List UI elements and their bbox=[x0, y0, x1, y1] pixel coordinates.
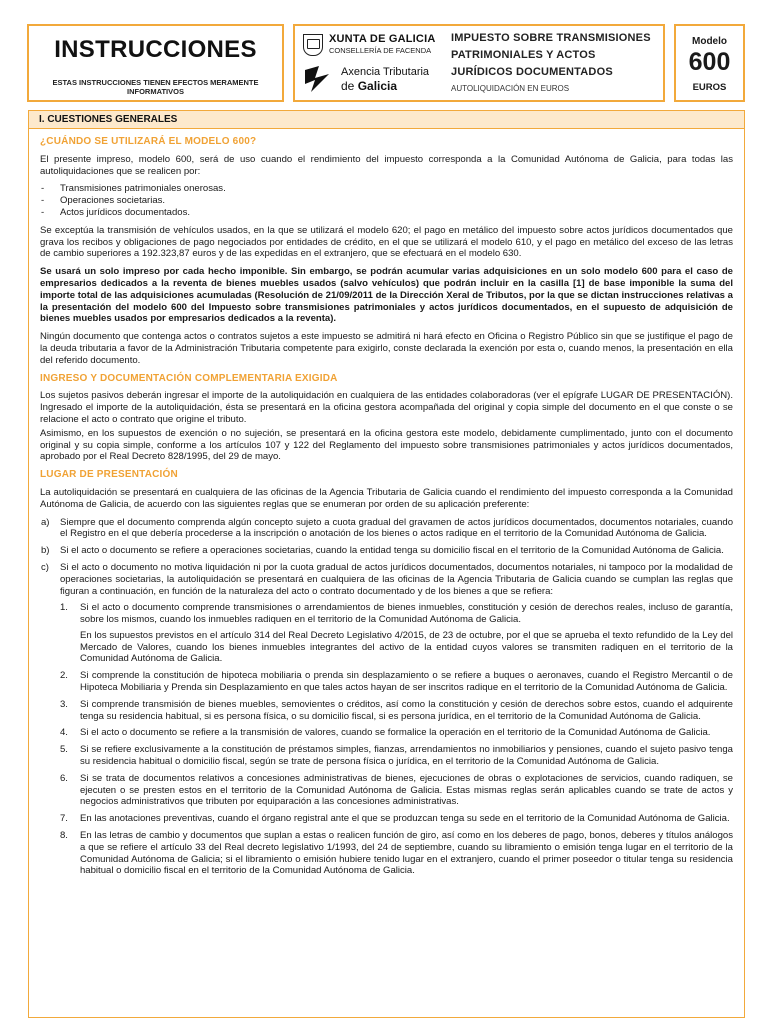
tax-title: IMPUESTO SOBRE TRANSMISIONES PATRIMONIALES Y ACTOS JURÍDICOS DOCUMENTADOS bbox=[451, 32, 651, 78]
instructions-note: ESTAS INSTRUCCIONES TIENEN EFECTOS MERAMENTE INFORMATIVOS bbox=[52, 78, 259, 96]
instructions-title: INSTRUCCIONES bbox=[54, 36, 257, 63]
rule-c-6: 6. Si se trata de documentos relativos a concesiones administrativas de bienes, ejecuciones de obras o explotaciones de servicios, cuando radiquen, se ejecuten o se presten estos en el territorio de la Comunidad Autónoma de Galicia. Estas mismas reglas serán aplicables cuando se trate de actos y negocios administrativos que tributen por equiparación a las concesiones administrativas. bbox=[60, 772, 733, 808]
agency-name-line2: de Galicia bbox=[341, 79, 398, 93]
logos bbox=[303, 32, 443, 98]
rule-c-8: 8. En las letras de cambio y documentos que suplan a estas o realicen función de giro, así como en los deberes de pago, bonos, deberes y títulos análogos a que se refiere el artículo 33 del Real decreto legislativo 1/1993, del 24 de septiembre, cuando su libramiento o emisión tenga lugar en el territorio de la Comunidad Autónoma de Galicia; si el libramiento o emisión hubiere tenido lugar en el extranjero, cuando el primer poseedor o titular tenga su residencia habitual o domicilio fiscal en el territorio de la Comunidad Autónoma de Galicia. bbox=[60, 830, 733, 877]
list-item: - Transmisiones patrimoniales onerosas. bbox=[40, 183, 733, 195]
list-item: - Actos jurídicos documentados. bbox=[40, 207, 733, 219]
rule-c: c) Si el acto o documento no motiva liquidación ni por la cuota gradual de actos jurídicos documentados, documentos notariales, ni tampoco por la modalidad de operaciones societarias, la autoliquidación se presentará en cualquiera de las oficinas de la Agencia Tributaria de Galicia cuando se cumplan las reglas que figuran a continuación, en función de la naturaleza del acto o contrato documentado y de los bienes a que se refiera: bbox=[41, 561, 733, 597]
model-label: Modelo bbox=[692, 36, 727, 47]
instructions-box bbox=[27, 24, 284, 102]
tax-subtitle: AUTOLIQUIDACIÓN EN EUROS bbox=[451, 84, 570, 93]
rule-c-1: 1. Si el acto o documento comprende transmisiones o arrendamientos de bienes inmuebles, constitución y cesión de derechos reales, incluso de garantía, sobre los mismos, cuando los inmuebles radiquen en el territorio de la Comunidad Autónoma de Galicia. En los supuestos previstos en el artículo 314 del Real Decreto Legislativo 4/2015, de 23 de octubre, por el que se aprueba el texto refundido de la Ley del Mercado de Valores, cuando los bienes inmuebles integrantes del activo de la entidad cuyos valores se transmiten radiquen en el territorio de la Comunidad Autónoma de Galicia. bbox=[60, 602, 733, 665]
model-number: 600 bbox=[688, 48, 731, 76]
agency-name-line1: Axencia Tributaria bbox=[341, 66, 430, 78]
xunta-logo bbox=[303, 32, 443, 58]
heading-when: ¿CUÁNDO SE UTILIZARÁ EL MODELO 600? bbox=[40, 136, 257, 147]
model-box bbox=[674, 24, 745, 102]
rule-c-4: 4. Si el acto o documento se refiere a la transmisión de valores, cuando se formalice la operación en el territorio de la Comunidad Autónoma de Galicia. bbox=[60, 727, 711, 739]
model-currency: EUROS bbox=[692, 82, 727, 93]
logo-box bbox=[293, 24, 665, 102]
rule-b: b) Si el acto o documento se refiere a operaciones societarias, cuando la entidad tenga su domicilio fiscal en el territorio de la Comunidad Autónoma de Galicia. bbox=[41, 545, 724, 557]
rule-c-5: 5. Si se refiere exclusivamente a la constitución de préstamos simples, fianzas, arrendamientos no inmobiliarios y pensiones, cuando el sujeto pasivo tenga su residencia habitual o domicilio fiscal, según se trate de persona física o jurídica, en el territorio de la Comunidad Autónoma de Galicia. bbox=[60, 744, 733, 768]
xunta-department: CONSELLERÍA DE FACENDA bbox=[329, 46, 432, 55]
heading-place: LUGAR DE PRESENTACIÓN bbox=[40, 469, 178, 481]
agency-mark-icon bbox=[303, 64, 333, 94]
paragraph: La autoliquidación se presentará en cualquiera de las oficinas de la Agencia Tributaria de Galicia cuando el rendimiento del impuesto corresponda a la Comunidad Autónoma de Galicia, de acuerdo con las siguientes reglas que se enumeran por orden de su aplicación preferente: bbox=[40, 486, 733, 510]
operations-list bbox=[40, 183, 733, 218]
list-item: - Operaciones societarias. bbox=[40, 195, 733, 207]
rule-c-7: 7. En las anotaciones preventivas, cuando el órgano registral ante el que se produzcan tenga su sede en el territorio de la Comunidad Autónoma de Galicia. bbox=[60, 813, 730, 825]
paragraph: El presente impreso, modelo 600, será de uso cuando el rendimiento del impuesto corresponda a la Comunidad Autónoma de Galicia, para todas las autoliquidaciones que se realicen por: bbox=[40, 153, 733, 177]
paragraph: Asimismo, en los supuestos de exención o no sujeción, se presentará en la oficina gestora este modelo, debidamente cumplimentado, junto con el documento original y su copia simple, conforme a los artículos 107 y 122 del Reglamento del impuesto sobre transmisiones patrimoniales y actos jurídicos documentados, aprobado por el Real Decreto 828/1995, del 29 de mayo. bbox=[40, 427, 733, 463]
paragraph: Los sujetos pasivos deberán ingresar el importe de la autoliquidación en cualquiera de las entidades colaboradoras (ver el epígrafe LUGAR DE PRESENTACIÓN). Ingresado el importe de la autoliquidación, ésta se presentará en la oficina gestora acompañada del original y copia simple del documento en el que conste o se relacione el acto o contrato que origine el tributo. bbox=[40, 390, 733, 425]
rule-a: a) Siempre que el documento comprenda algún concepto sujeto a cuota gradual del gravamen de actos jurídicos documentados, documentos notariales, cuando el Registro en el que debería procederse a la inscripción o anotación de los bienes o actos radique en el territorio de la Comunidad Autónoma de Galicia. bbox=[41, 516, 733, 540]
paragraph-bold: Se usará un solo impreso por cada hecho imponible. Sin embargo, se podrán acumular varias adquisiciones en un solo modelo 600 para el caso de empresarios dedicados a la reventa de bienes muebles usados (salvo vehículos) que podrán incluir en la casilla [1] de base imponible la suma del importe total de las adquisiciones acumuladas (Resolución de 21/09/2011 de la Dirección Xeral de Tributos, por la que se dictan instrucciones relativas a la presentación del modelo 600 del Impuesto sobre transmisiones patrimoniales y actos jurídicos documentados, en el supuesto de adquisición de bienes muebles usados por empresarios dedicados a la reventa). bbox=[40, 266, 733, 325]
agency-logo bbox=[303, 62, 443, 98]
rule-c-2: 2. Si comprende la constitución de hipoteca mobiliaria o prenda sin desplazamiento o se refiere a buques o aeronaves, cuando el Registro Mercantil o de Hipoteca Mobiliaria y Prenda sin Desplazamiento en que tales actos hayan de ser inscritos radique en el territorio de la Comunidad Autónoma de Galicia. bbox=[60, 670, 733, 694]
section-title: I. CUESTIONES GENERALES bbox=[28, 110, 745, 129]
heading-payment: INGRESO Y DOCUMENTACIÓN COMPLEMENTARIA EXIGIDA bbox=[40, 372, 338, 384]
instructions-content bbox=[40, 136, 733, 882]
xunta-name: XUNTA DE GALICIA bbox=[329, 33, 436, 45]
xunta-shield-icon bbox=[303, 34, 323, 56]
paragraph: Ningún documento que contenga actos o contratos sujetos a este impuesto se admitirá ni hará efecto en Oficina o Registro Público sin que se justifique el pago de la deuda tributaria a favor de la Administración Tributaria competente para exigirlo, conste declarada la exención por esta o, cuando menos, la presentación en ella del referido documento. bbox=[40, 331, 733, 366]
rule-c-3: 3. Si comprende transmisión de bienes muebles, semovientes o créditos, así como la constitución y cesión de derechos sobre estos, cuando el adquirente tenga su residencia habitual, si es persona física, o su domicilio fiscal, si es persona jurídica, en el territorio de la Comunidad Autónoma de Galicia. bbox=[60, 698, 733, 722]
paragraph: Se exceptúa la transmisión de vehículos usados, en la que se utilizará el modelo 620; el pago en metálico del impuesto sobre actos jurídicos documentados que grava los recibos y obligaciones de pago negociados por entidades de crédito, en el que se utilizará el modelo 610, y el pago en metálico del exceso de las letras de cambio superiores a 192.323,87 euros y de las expedidas en el extranjero, que se efectuará en el modelo 630. bbox=[40, 224, 733, 260]
